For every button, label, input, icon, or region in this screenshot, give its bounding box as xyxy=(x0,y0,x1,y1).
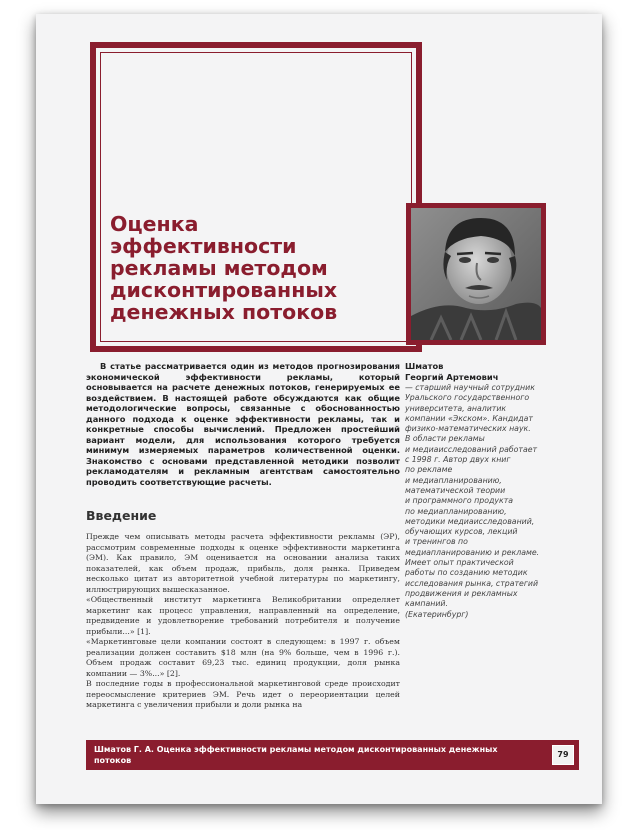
footer-citation: Шматов Г. А. Оценка эффективности рекламы методом дисконтированных денежных потоков xyxy=(94,745,498,765)
author-photo xyxy=(406,203,546,345)
body-paragraph: «Маркетинговые цели компании состоят в следующем: в 1997 г. объем реализации должен составить $18 млн (на 9% больше, чем в 1996 г.). Объем продаж составит 69,23 тыс. единиц продукции, доля рынка компании — 3%...» [2]. xyxy=(86,637,400,678)
author-bio: — старший научный сотрудник Уральского государственного университета, аналитик компании «Экском». Кандидат физико-математических наук. В области рекламы и медиаисследований работает с 1998 г. Автор двух книг по рекламе и медиапланированию, математической теории и программного продукта по медиапланированию, методики медиаисследований, обучающих курсов, лекций и тренингов по медиапланированию и рекламе. Имеет опыт практической работы по созданию методик исследования рынка, стратегий продвижения и рекламных кампаний. (Екатеринбург) xyxy=(405,383,540,619)
author-portrait-image xyxy=(411,208,541,340)
body-paragraph: «Общественный институт маркетинга Великобритании определяет маркетинг как процесс управления, направленный на определение, предвидение и удовлетворение требований потребителя и получение прибыли...» [1]. xyxy=(86,595,400,636)
page-number: 79 xyxy=(552,745,574,765)
footer-bar xyxy=(86,740,579,770)
section-heading: Введение xyxy=(86,508,157,523)
article-lead: В статье рассматривается один из методов прогнозирования экономической эффективности рекламы, который основывается на расчете денежных потоков, генерируемых ее воздействием. В настоящей работе обсуждаются как общие методологические вопросы, связанные с обоснованностью данного подхода к оценке эффективности рекламы, так и конкретные способы вычислений. Предложен простейший вариант модели, для использования которого требуется минимум измеряемых параметров количественной оценки. Знакомство с основами представленной методики позволит рекламодателям и рекламным агентствам самостоятельно проводить соответствующие расчеты. xyxy=(86,361,400,487)
author-name: Шматов Георгий Артемович xyxy=(405,361,499,382)
magazine-page xyxy=(36,14,602,804)
title-frame xyxy=(90,42,422,352)
article-body xyxy=(86,532,400,711)
article-title: Оценка эффективности рекламы методом дисконтированных денежных потоков xyxy=(110,212,338,324)
body-paragraph: В последние годы в профессиональной маркетинговой среде происходит переосмысление критериев ЭМ. Речь идет о переориентации целей маркетинга с увеличения прибыли и доли рынка на xyxy=(86,679,400,709)
body-paragraph: Прежде чем описывать методы расчета эффективности рекламы (ЭР), рассмотрим современные подходы к оценке эффективности маркетинга (ЭМ). Как правило, ЭМ оценивается на основании анализа таких показателей, как объем продаж, прибыль, доля рынка. Приведем несколько цитат из авторитетной учебной литературы по маркетингу, иллюстрирующих вышесказанное. xyxy=(86,532,400,594)
